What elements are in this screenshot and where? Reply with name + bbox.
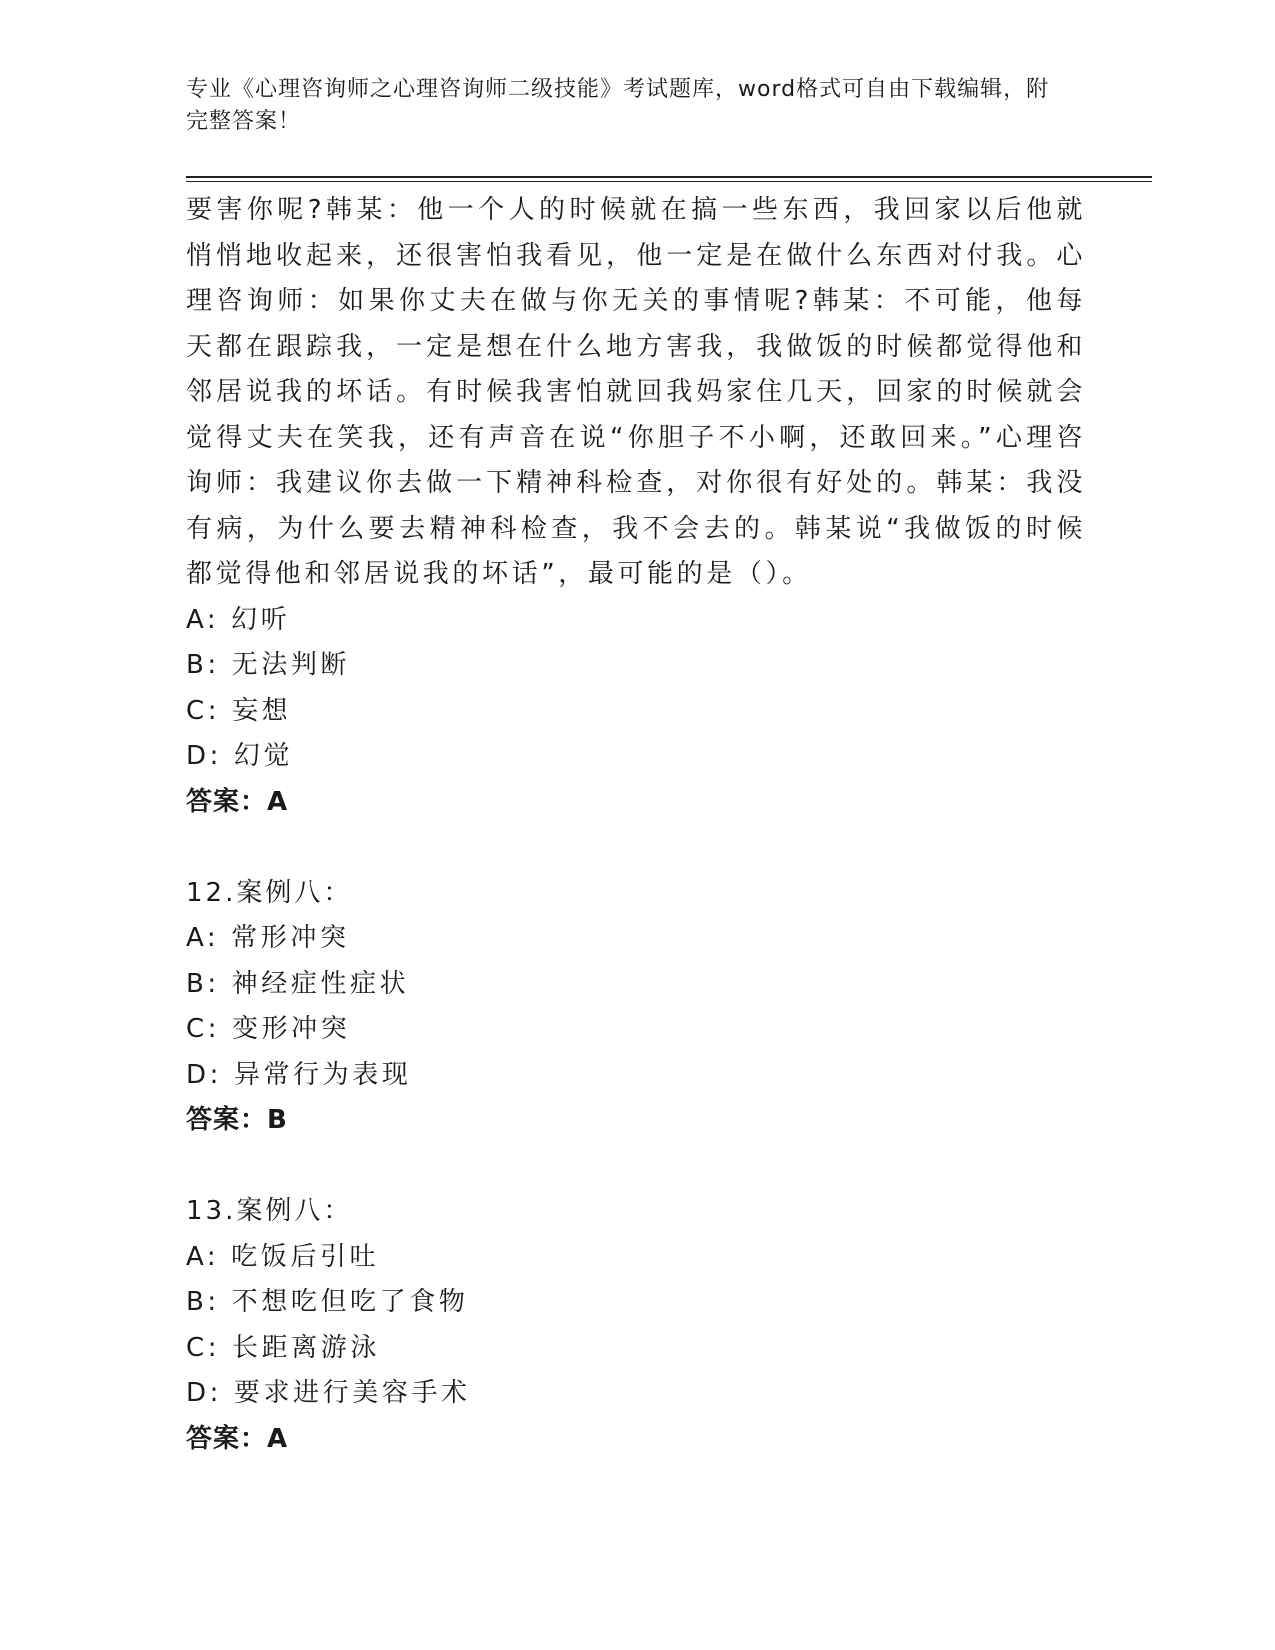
spacer [186,1144,1086,1190]
spacer [186,825,1086,871]
document-header: 专业《心理咨询师之心理咨询师二级技能》考试题库，word格式可自由下载编辑，附完整答案！ [186,77,1050,134]
question-title: 13.案例八： [186,1196,353,1226]
option-b: B: 不想吃但吃了食物 [186,1287,469,1317]
option-a: A: 常形冲突 [186,923,350,953]
answer-line: 答案：A [186,786,289,817]
answer-line: 答案：B [186,1105,288,1135]
option-a: A: 吃饭后引吐 [186,1241,380,1272]
option-c: C: 长距离游泳 [186,1332,380,1363]
question-13 [186,1189,1086,1462]
question-12 [186,871,1086,1144]
header-divider-thick [186,176,1152,178]
header-divider-thin [186,181,1152,182]
option-a: A: 幻听 [186,604,291,635]
answer-line: 答案：A [186,1423,289,1454]
document-body [186,188,1086,1462]
option-b: B: 无法判断 [186,650,351,680]
question-11-options [186,598,1086,826]
option-c: C: 变形冲突 [186,1014,351,1044]
option-d: D: 异常行为表现 [186,1059,412,1090]
question-passage: 要害你呢?韩某：他一个人的时候就在搞一些东西，我回家以后他就悄悄地收起来，还很害怕我看见，他一定是在做什么东西对付我。心理咨询师：如果你丈夫在做与你无关的事情呢?韩某：不可能，他每天都在跟踪我，一定是想在什么地方害我，我做饭的时候都觉得他和邻居说我的坏话。有时候我害怕就回我妈家住几天，回家的时候就会觉得丈夫在笑我，还有声音在说“你胆子不小啊，还敢回来。”心理咨询师：我建议你去做一下精神科检查，对你很有好处的。韩某：我没有病，为什么要去精神科检查，我不会去的。韩某说“我做饭的时候都觉得他和邻居说我的坏话”，最可能的是（）。 [186,195,1086,589]
option-c: C: 妄想 [186,695,292,726]
option-d: D: 幻觉 [186,741,294,771]
question-title: 12.案例八： [186,877,353,908]
option-b: B: 神经症性症状 [186,968,410,999]
option-d: D: 要求进行美容手术 [186,1378,471,1408]
